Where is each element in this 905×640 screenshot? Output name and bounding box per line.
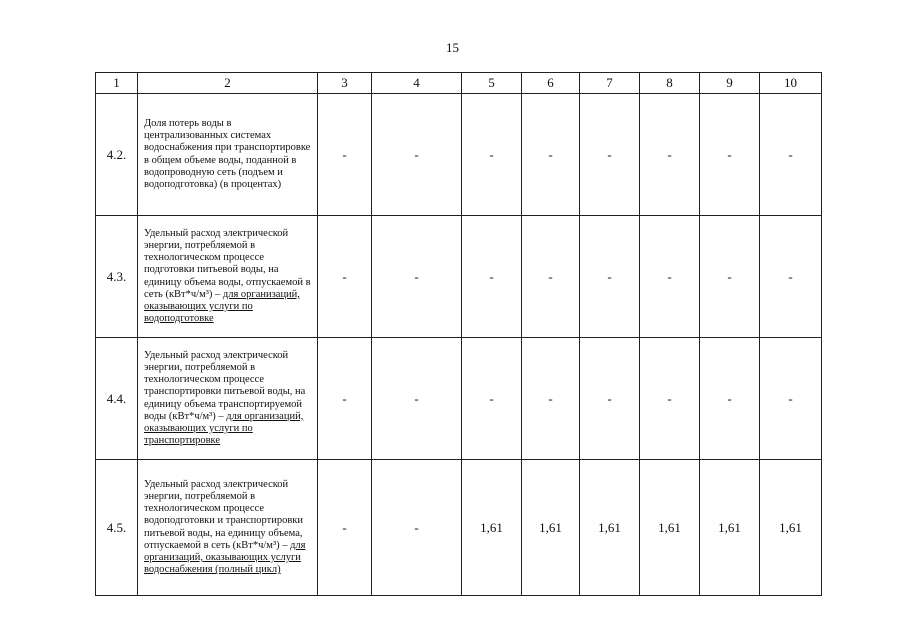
cell-value: 1,61 [760, 460, 822, 596]
cell-value: - [522, 216, 580, 338]
page-number: 15 [446, 40, 459, 55]
table-row [96, 216, 822, 338]
description-text: Доля потерь воды в централизованных системах водоснабжения при транспортировке в общем объеме воды, поданной в водопроводную сеть (подъем и водоподготовка) (в процентах) [144, 117, 311, 190]
cell-value: - [522, 338, 580, 460]
cell-value: - [318, 216, 372, 338]
column-header: 4 [372, 73, 462, 94]
column-header: 8 [640, 73, 700, 94]
row-number: 4.2. [96, 94, 138, 216]
row-number: 4.4. [96, 338, 138, 460]
table-row [96, 338, 822, 460]
cell-value: 1,61 [522, 460, 580, 596]
cell-value: - [318, 460, 372, 596]
row-description [138, 216, 318, 338]
description-text: Удельный расход электрической энергии, потребляемой в технологическом процессе подготовки питьевой воды, на единицу объема воды, отпускаемой в сеть (кВт*ч/м³) – [144, 227, 311, 300]
cell-value: 1,61 [462, 460, 522, 596]
cell-value: - [372, 338, 462, 460]
cell-value: - [462, 216, 522, 338]
description-underlined-text: для организаций, оказывающих услуги по водоподготовке [144, 288, 300, 325]
description-text: Удельный расход электрической энергии, потребляемой в технологическом процессе водоподготовки и транспортировки питьевой воды, на единицу объема, отпускаемой в сеть (кВт*ч/м³) – [144, 478, 304, 551]
cell-value: - [760, 338, 822, 460]
cell-value: - [700, 216, 760, 338]
cell-value: - [700, 338, 760, 460]
cell-value: - [318, 338, 372, 460]
column-header: 6 [522, 73, 580, 94]
cell-value: - [760, 94, 822, 216]
row-number: 4.3. [96, 216, 138, 338]
cell-value: - [462, 94, 522, 216]
cell-value: 1,61 [640, 460, 700, 596]
cell-value: 1,61 [580, 460, 640, 596]
cell-value: 1,61 [700, 460, 760, 596]
row-description [138, 460, 318, 596]
row-description [138, 338, 318, 460]
table-row [96, 94, 822, 216]
description-underlined-text: для организаций, оказывающих услуги водоснабжения (полный цикл) [144, 539, 306, 576]
description-underlined-text: для организаций, оказывающих услуги по транспортировке [144, 410, 304, 447]
cell-value: - [760, 216, 822, 338]
table-row [96, 460, 822, 596]
row-description [138, 94, 318, 216]
column-header: 3 [318, 73, 372, 94]
cell-value: - [372, 216, 462, 338]
cell-value: - [640, 216, 700, 338]
cell-value: - [580, 216, 640, 338]
cell-value: - [700, 94, 760, 216]
cell-value: - [580, 94, 640, 216]
row-number: 4.5. [96, 460, 138, 596]
indicators-table [95, 72, 822, 596]
cell-value: - [318, 94, 372, 216]
column-header: 5 [462, 73, 522, 94]
description-text: Удельный расход электрической энергии, потребляемой в технологическом процессе транспортировки питьевой воды, на единицу объема транспортируемой воды (кВт*ч/м³) – [144, 349, 306, 422]
column-header: 10 [760, 73, 822, 94]
cell-value: - [580, 338, 640, 460]
cell-value: - [640, 338, 700, 460]
cell-value: - [522, 94, 580, 216]
column-header: 1 [96, 73, 138, 94]
column-header: 2 [138, 73, 318, 94]
cell-value: - [372, 94, 462, 216]
cell-value: - [462, 338, 522, 460]
table-header-row [96, 73, 822, 94]
column-header: 7 [580, 73, 640, 94]
column-header: 9 [700, 73, 760, 94]
cell-value: - [372, 460, 462, 596]
cell-value: - [640, 94, 700, 216]
